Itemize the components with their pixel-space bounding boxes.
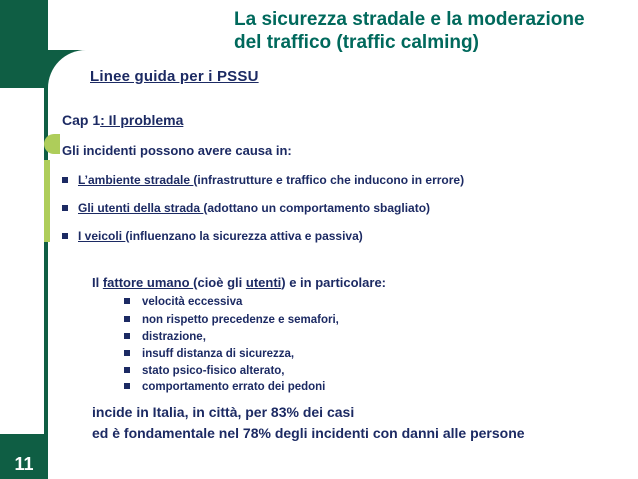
human-factor-pre: Il <box>92 275 103 290</box>
slide-subtitle: Linee guida per i PSSU <box>90 68 259 85</box>
factor-text: stato psico-fisico alterato, <box>142 365 285 377</box>
factor-item <box>124 314 339 326</box>
bullet-icon <box>124 367 130 373</box>
slide-number: 11 <box>0 449 48 479</box>
factor-text: distrazione, <box>142 331 206 343</box>
human-factor-term2: utenti <box>245 275 282 290</box>
cause-item <box>62 201 430 215</box>
cause-label: I veicoli <box>78 229 126 243</box>
cause-label: Gli utenti della strada <box>78 201 204 215</box>
closing-line-2: ed è fondamentale nel 78% degli incidenti con danni alle persone <box>92 425 525 441</box>
slide-title <box>234 8 634 54</box>
chapter-title: : Il problema <box>100 112 184 128</box>
intro-text: Gli incidenti possono avere causa in: <box>62 143 292 158</box>
factor-item <box>124 331 206 343</box>
cause-detail: (infrastrutture e traffico che inducono in errore) <box>193 173 465 187</box>
chapter-heading <box>62 112 183 128</box>
factor-text: non rispetto precedenze e semafori, <box>142 314 339 326</box>
slide-title-line-2: del traffico (traffic calming) <box>234 32 479 53</box>
chapter-prefix: Cap 1 <box>62 112 101 128</box>
factor-text: comportamento errato dei pedoni <box>142 381 326 393</box>
bullet-icon <box>124 298 130 304</box>
cause-label: L’ambiente stradale <box>78 173 194 187</box>
bullet-icon <box>62 205 68 211</box>
bullet-icon <box>62 233 68 239</box>
closing-line-1: incide in Italia, in città, per 83% dei casi <box>92 404 355 420</box>
cause-detail: (influenzano la sicurezza attiva e passiva) <box>125 229 363 243</box>
header-panel <box>0 0 48 88</box>
factor-text: insuff distanza di sicurezza, <box>142 348 295 360</box>
side-bar-inner <box>0 88 44 479</box>
human-factor-mid: (cioè gli <box>193 275 246 290</box>
factor-item <box>124 381 325 393</box>
cause-detail: (adottano un comportamento sbagliato) <box>203 201 431 215</box>
accent-mark <box>44 134 60 154</box>
human-factor-line <box>92 275 386 290</box>
factor-text: velocità eccessiva <box>142 296 243 308</box>
bullet-icon <box>124 350 130 356</box>
accent-mark <box>44 160 50 242</box>
factor-item <box>124 296 242 308</box>
slide-title-line-1: La sicurezza stradale e la moderazione <box>234 9 585 30</box>
human-factor-post: ) e in particolare: <box>281 275 387 290</box>
bullet-icon <box>124 316 130 322</box>
factor-item <box>124 348 294 360</box>
cause-item <box>62 173 464 187</box>
human-factor-term: fattore umano <box>102 275 194 290</box>
bullet-icon <box>62 177 68 183</box>
bullet-icon <box>124 333 130 339</box>
cause-item <box>62 229 363 243</box>
factor-item <box>124 365 285 377</box>
bullet-icon <box>124 383 130 389</box>
